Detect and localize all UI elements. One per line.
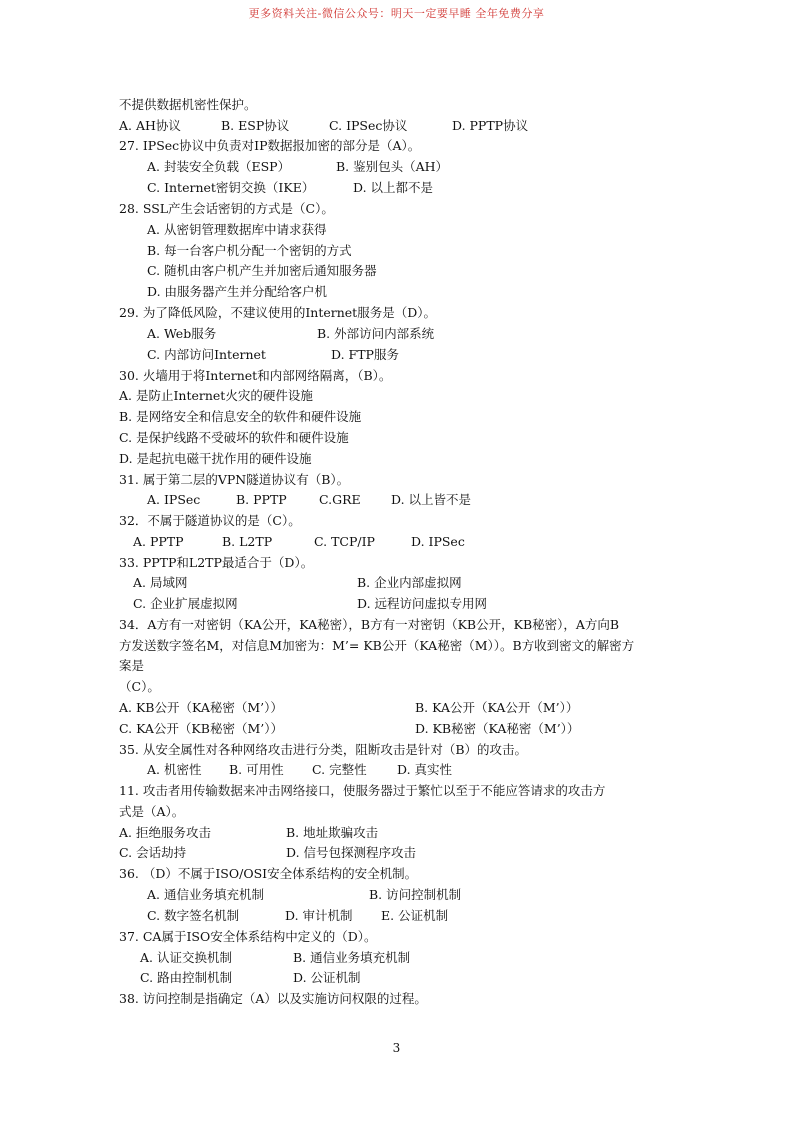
text-segment: A. 封装安全负载（ESP）	[147, 159, 291, 174]
text-segment: C. TCP/IP	[314, 534, 375, 549]
text-segment: 案是	[119, 658, 145, 673]
text-segment: D. PPTP协议	[452, 118, 529, 133]
text-segment: A. PPTP	[133, 534, 184, 549]
text-segment: C. 会话劫持	[119, 845, 187, 860]
text-segment: D. 是起抗电磁干扰作用的硬件设施	[119, 451, 312, 466]
text-segment: C.GRE	[319, 492, 361, 507]
text-segment: 式是（A）。	[119, 804, 185, 819]
text-segment: 38. 访问控制是指确定（A）以及实施访问权限的过程。	[119, 991, 427, 1006]
text-segment: A. 通信业务填充机制	[147, 887, 264, 902]
text-segment: C. 随机由客户机产生并加密后通知服务器	[147, 263, 377, 278]
text-segment: 31. 属于第二层的VPN隧道协议有（B）。	[119, 472, 350, 487]
text-segment: B. 可用性	[229, 762, 284, 777]
text-segment: 33. PPTP和L2TP最适合于（D）。	[119, 555, 314, 570]
text-segment: D. FTP服务	[331, 347, 399, 362]
text-segment: C. 是保护线路不受破坏的软件和硬件设施	[119, 430, 349, 445]
header-banner: 更多资料关注-微信公众号：明天一定要早睡 全年免费分享	[248, 7, 545, 20]
text-segment: （C）。	[119, 679, 160, 694]
text-segment: D. 真实性	[397, 762, 453, 777]
text-segment: C. IPSec协议	[329, 118, 408, 133]
text-segment: C. 完整性	[312, 762, 367, 777]
text-segment: C. 企业扩展虚拟网	[133, 596, 238, 611]
text-segment: 32．不属于隧道协议的是（C）。	[119, 513, 301, 528]
text-segment: A. KB公开（KA秘密（M’））	[119, 700, 283, 715]
text-segment: B. 是网络安全和信息安全的软件和硬件设施	[119, 409, 362, 424]
text-segment: D. 以上都不是	[353, 180, 434, 195]
text-segment: 29. 为了降低风险，不建议使用的Internet服务是（D）。	[119, 305, 436, 320]
text-segment: 30. 火墙用于将Internet和内部网络隔离，（B）。	[119, 368, 392, 383]
text-segment: 36. （D）不属于ISO/OSI安全体系结构的安全机制。	[119, 866, 418, 881]
text-segment: 28. SSL产生会话密钥的方式是（C）。	[119, 201, 334, 216]
text-segment: A. 是防止Internet火灾的硬件设施	[119, 388, 313, 403]
text-segment: B. 每一台客户机分配一个密钥的方式	[147, 243, 352, 258]
text-segment: D. IPSec	[411, 534, 465, 549]
text-segment: B. 鉴别包头（AH）	[336, 159, 449, 174]
text-segment: 不提供数据机密性保护。	[119, 97, 257, 112]
text-segment: C. KA公开（KB秘密（M’））	[119, 721, 283, 736]
text-segment: A. 拒绝服务攻击	[119, 825, 211, 840]
text-segment: D. 审计机制	[285, 908, 353, 923]
text-segment: 27. IPSec协议中负责对IP数据报加密的部分是（A）。	[119, 138, 421, 153]
text-segment: B. 地址欺骗攻击	[286, 825, 379, 840]
text-segment: A. Web服务	[147, 326, 217, 341]
text-segment: 35. 从安全属性对各种网络攻击进行分类，阻断攻击是针对（B）的攻击。	[119, 742, 528, 757]
text-segment: C. 路由控制机制	[140, 970, 233, 985]
text-segment: D. 远程访问虚拟专用网	[357, 596, 488, 611]
text-segment: C. Internet密钥交换（IKE）	[147, 180, 315, 195]
text-segment: D. 以上皆不是	[391, 492, 472, 507]
text-segment: A. 认证交换机制	[140, 950, 232, 965]
text-segment: D. KB秘密（KA秘密（M’））	[415, 721, 580, 736]
text-segment: A. 局域网	[133, 575, 188, 590]
text-segment: B. ESP协议	[221, 118, 290, 133]
text-segment: D. 由服务器产生并分配给客户机	[147, 284, 328, 299]
page-number: 3	[392, 1041, 401, 1055]
text-segment: B. 企业内部虚拟网	[357, 575, 462, 590]
text-segment: 11. 攻击者用传输数据来冲击网络接口，使服务器过于繁忙以至于不能应答请求的攻击方	[119, 783, 606, 798]
text-segment: B. L2TP	[222, 534, 273, 549]
text-segment: 37. CA属于ISO安全体系结构中定义的（D）。	[119, 929, 377, 944]
text-segment: A. AH协议	[119, 118, 181, 133]
text-segment: B. KA公开（KA公开（M’））	[415, 700, 579, 715]
text-segment: B. 通信业务填充机制	[293, 950, 411, 965]
text-segment: A. IPSec	[147, 492, 201, 507]
text-segment: B. 外部访问内部系统	[317, 326, 435, 341]
text-segment: 34．A方有一对密钥（KA公开，KA秘密），B方有一对密钥（KB公开，KB秘密），A方向B	[119, 617, 620, 632]
text-segment: 方发送数字签名M，对信息M加密为：M’= KB公开（KA秘密（M））。B方收到密文的解密方	[119, 638, 635, 653]
text-segment: B. PPTP	[236, 492, 287, 507]
text-segment: C. 数字签名机制	[147, 908, 240, 923]
text-segment: E. 公证机制	[381, 908, 449, 923]
text-segment: D. 公证机制	[293, 970, 361, 985]
text-segment: B. 访问控制机制	[369, 887, 462, 902]
text-segment: D. 信号包探测程序攻击	[286, 845, 417, 860]
text-segment: C. 内部访问Internet	[147, 347, 266, 362]
text-segment: A. 从密钥管理数据库中请求获得	[147, 222, 327, 237]
text-segment: A. 机密性	[147, 762, 202, 777]
